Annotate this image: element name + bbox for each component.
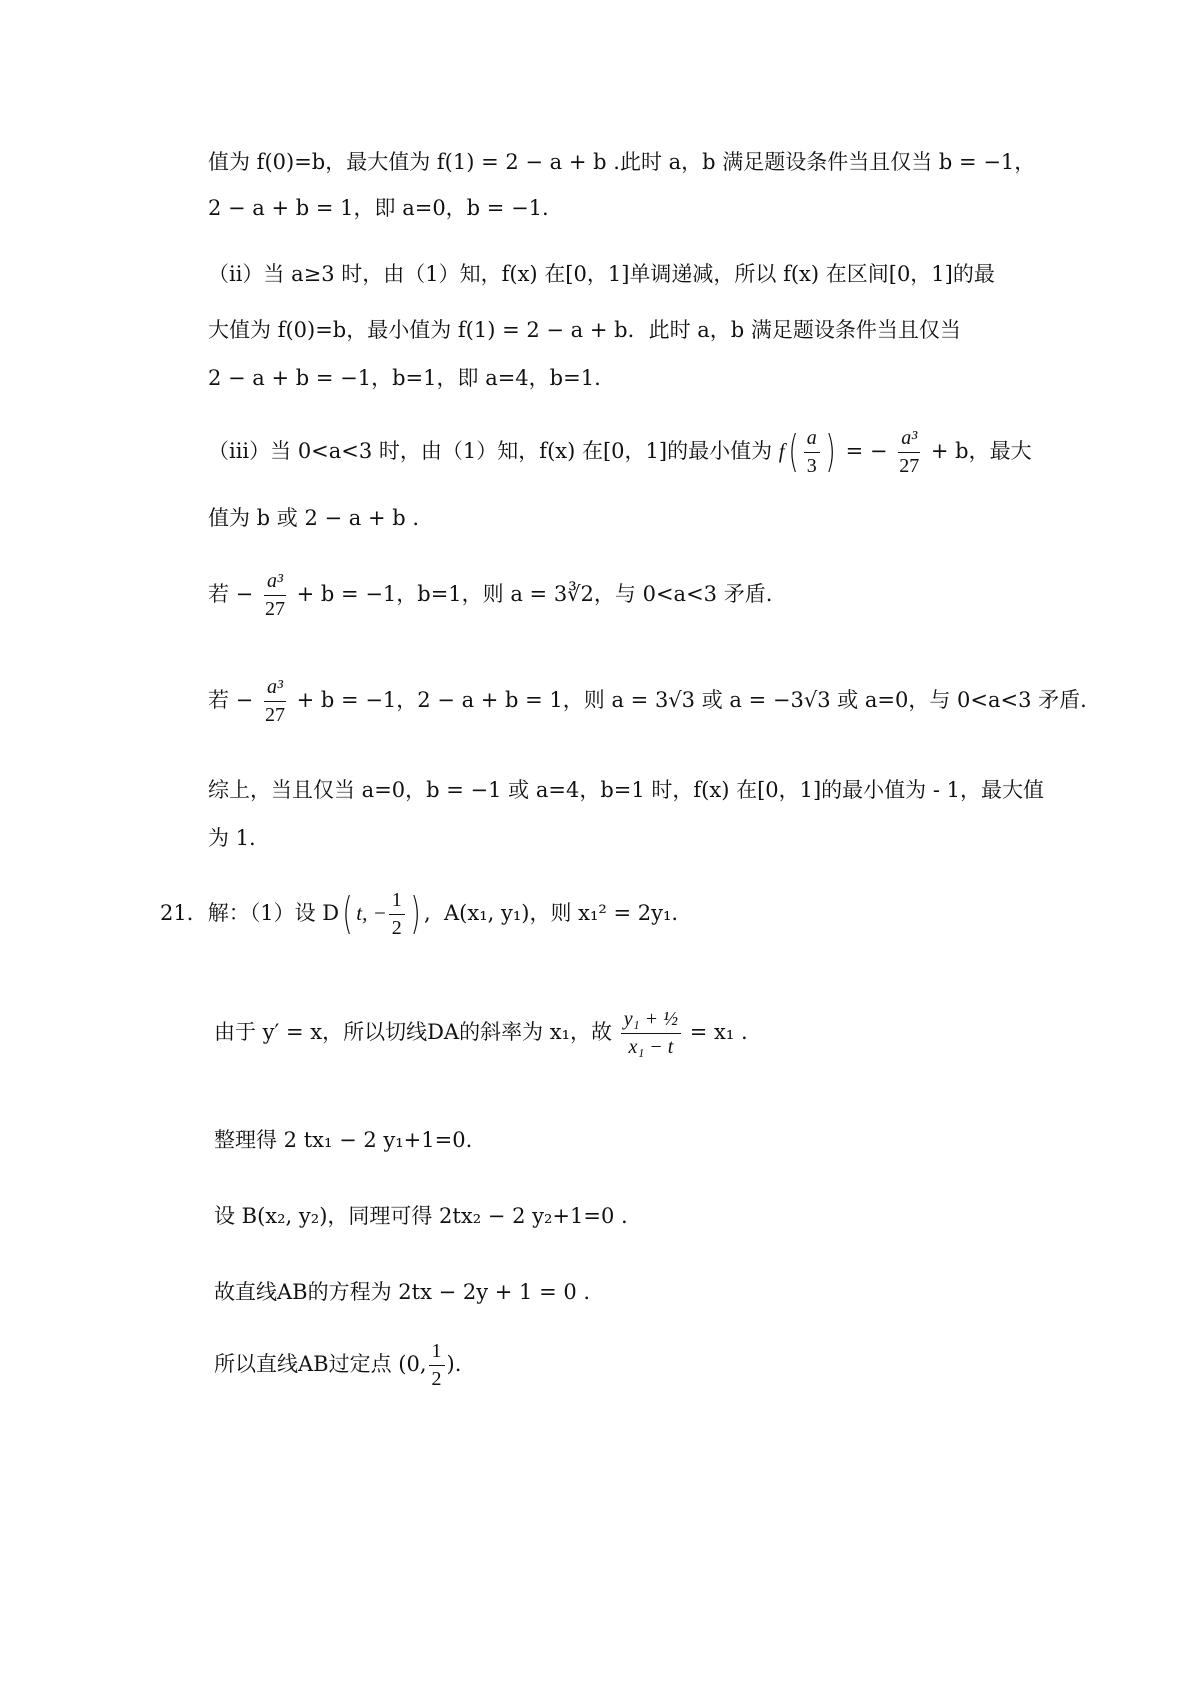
line-4: 大值为 f(0)=b，最小值为 f(1) = 2 − a + b．此时 a，b 满足题设条件当且仅当: [208, 318, 961, 342]
line-2: 2 − a + b = 1，即 a=0，b = −1.: [208, 196, 549, 220]
line-8-text-a: 若 −: [208, 582, 254, 606]
frac-a-over-3: $\frac{a}{3}$: [804, 427, 820, 478]
eq-minus: = −: [845, 438, 888, 463]
line-12: 21．解：（1）设 D( t, − $\frac{1}{2}$ ) , A(x₁, y₁)，则 x₁² = 2y₁.: [160, 888, 679, 939]
line-15: 设 B(x₂, y₂)，同理可得 2tx₂ − 2 y₂+1=0 .: [214, 1204, 628, 1228]
line-17-text-a: 所以直线AB过定点 (0,: [214, 1352, 427, 1376]
line-11: 为 1.: [208, 826, 256, 850]
frac-a3-over-27-b: $\frac{\text{a³}}{27}$: [264, 570, 285, 620]
t-minus: t, −: [356, 900, 387, 925]
line-9-text-b: + b = −1，2 − a + b = 1，则 a = 3√3 或 a = −3√3 或 a=0，与 0<a<3 矛盾.: [296, 688, 1087, 712]
line-10: 综上，当且仅当 a=0，b = −1 或 a=4，b=1 时，f(x) 在[0，1]的最小值为 ‑ 1，最大值: [208, 778, 1044, 802]
line-13-text-a: 由于 y′ = x，所以切线DA的斜率为 x₁，故: [214, 1020, 613, 1044]
line-6-text-b: + b，最大: [930, 438, 1032, 463]
frac-one-half-b: $\frac{1}{2}$: [429, 1340, 445, 1391]
line-17-text-b: ).: [446, 1352, 462, 1376]
line-6-text-a: （iii）当 0<a<3 时，由（1）知，f(x) 在[0，1]的最小值为: [208, 438, 773, 463]
line-9-text-a: 若 −: [208, 688, 254, 712]
line-6: （iii）当 0<a<3 时，由（1）知，f(x) 在[0，1]的最小值为 f( $\frac{a}{3}$ ) = − $\frac{\text{a³}}{27}$ + b，最大: [208, 426, 1032, 477]
line-9: [208, 676, 1087, 727]
line-12-text-b: A(x₁, y₁)，则 x₁² = 2y₁.: [444, 900, 679, 925]
line-3: （ii）当 a≥3 时，由（1）知，f(x) 在[0，1]单调递减，所以 f(x) 在区间[0，1]的最: [208, 262, 995, 286]
frac-slope: $\frac{\text{y₁ + ½}}{\text{x₁ − t}}$: [621, 1008, 681, 1059]
frac-one-half: $\frac{1}{2}$: [389, 889, 405, 940]
line-13-text-b: = x₁ .: [689, 1020, 748, 1044]
line-1: 值为 f(0)=b，最大值为 f(1) = 2 − a + b .此时 a，b 满足题设条件当且仅当 b = −1，: [208, 150, 1036, 174]
line-12-text-a: 21．解：（1）设 D: [160, 900, 340, 925]
frac-a3-over-27-c: $\frac{\text{a³}}{27}$: [264, 676, 285, 726]
line-16: 故直线AB的方程为 2tx − 2y + 1 = 0 .: [214, 1280, 591, 1304]
line-14: 整理得 2 tx₁ − 2 y₁+1=0.: [214, 1128, 473, 1152]
line-5: 2 − a + b = −1，b=1，即 a=4，b=1.: [208, 366, 601, 390]
line-8: [208, 570, 772, 621]
line-8-text-b: + b = −1，b=1，则 a = 3∛2，与 0<a<3 矛盾.: [296, 582, 773, 606]
line-13: [214, 1008, 748, 1059]
f-symbol: f: [778, 438, 785, 463]
line-7: 值为 b 或 2 − a + b .: [208, 506, 420, 530]
frac-a3-over-27: $\frac{\text{a³}}{27}$: [899, 426, 920, 477]
line-17: [214, 1340, 461, 1391]
